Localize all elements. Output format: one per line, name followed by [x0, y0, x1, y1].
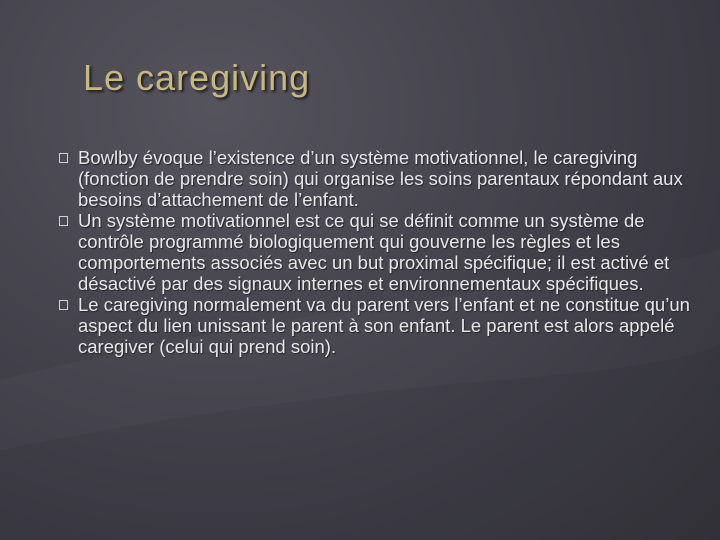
square-bullet-icon: [59, 300, 68, 310]
bullet-text: Un système motivationnel est ce qui se définit comme un système de contrôle programmé biologiquement qui gouverne les règles et les comportements associés avec un but proximal spécifique; il est activé et désactivé par des signaux internes et environnementaux spécifiques.: [78, 210, 670, 294]
bullet-text: Le caregiving normalement va du parent vers l’enfant et ne constitue qu’un aspect du lien unissant le parent à son enfant. Le parent est alors appelé caregiver (celui qui prend soin).: [78, 294, 690, 357]
square-bullet-icon: [59, 153, 68, 163]
slide-title: Le caregiving: [83, 57, 311, 98]
bullet-item-3: [78, 294, 698, 357]
bullet-list: [78, 147, 698, 357]
square-bullet-icon: [59, 216, 68, 226]
bullet-item-1: [78, 147, 698, 210]
bullet-item-2: [78, 210, 698, 294]
bullet-text: Bowlby évoque l’existence d’un système motivationnel, le caregiving (fonction de prendre soin) qui organise les soins parentaux répondant aux besoins d’attachement de l’enfant.: [78, 147, 683, 210]
